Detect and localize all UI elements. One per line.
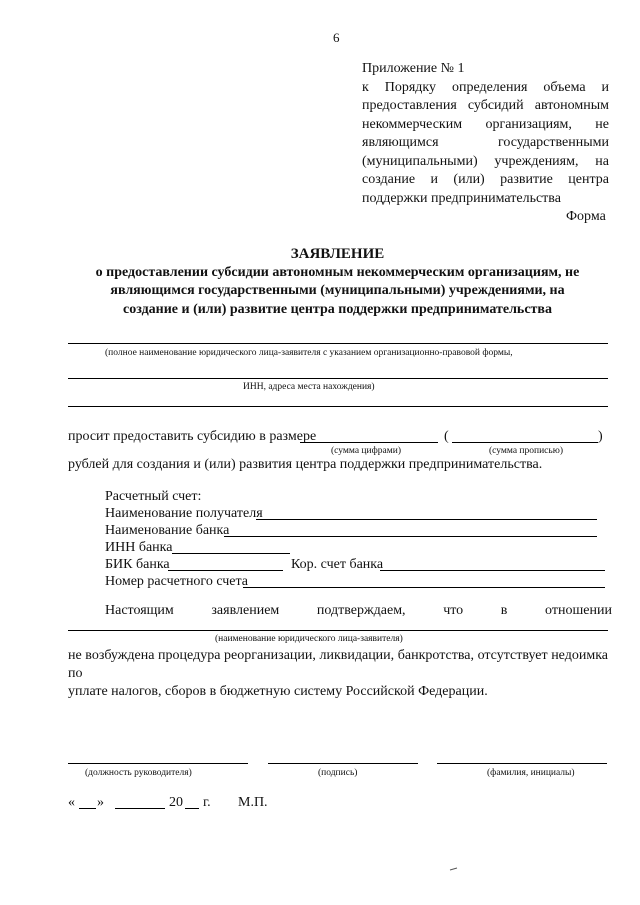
appendix-block bbox=[362, 60, 609, 208]
heading-line: создание и (или) развитие центра поддержки предпринимательства bbox=[123, 301, 552, 317]
confirmation-word: что bbox=[443, 603, 464, 618]
date-year-prefix: 20 bbox=[169, 795, 183, 810]
subsidy-purpose-text: рублей для создания и (или) развития центра поддержки предпринимательства. bbox=[68, 457, 543, 472]
position-field[interactable] bbox=[68, 763, 248, 764]
subsidy-request-text: просит предоставить субсидию в размере bbox=[68, 429, 317, 444]
applicant-confirm-hint: (наименование юридического лица-заявителя) bbox=[215, 634, 403, 644]
confirmation-word: подтверждаем, bbox=[316, 603, 406, 618]
date-close-quote: » bbox=[97, 795, 104, 810]
date-year-field[interactable] bbox=[185, 808, 199, 809]
applicant-confirm-field[interactable] bbox=[68, 630, 608, 631]
open-paren: ( bbox=[444, 429, 449, 444]
account-number-label: Номер расчетного счета bbox=[105, 574, 249, 589]
account-number-field[interactable] bbox=[243, 587, 605, 588]
date-year-suffix: г. bbox=[203, 795, 211, 810]
applicant-inn-line[interactable] bbox=[68, 378, 608, 379]
appendix-line: являющимся государственными bbox=[362, 135, 609, 150]
position-hint: (должность руководителя) bbox=[85, 768, 192, 778]
document-heading bbox=[60, 245, 615, 319]
applicant-hint-1: (полное наименование юридического лица-заявителя с указанием организационно-правовой формы, bbox=[105, 348, 513, 358]
subsidy-amount-digits-field[interactable] bbox=[300, 442, 438, 443]
recipient-field[interactable] bbox=[256, 519, 597, 520]
page-number: 6 bbox=[333, 30, 340, 45]
document-title: ЗАЯВЛЕНИЕ bbox=[290, 246, 385, 262]
subsidy-amount-words-field[interactable] bbox=[452, 442, 598, 443]
close-paren: ) bbox=[598, 429, 603, 444]
applicant-name-line[interactable] bbox=[68, 343, 608, 344]
signature-hint: (подпись) bbox=[318, 768, 358, 778]
confirmation-text bbox=[68, 647, 608, 701]
recipient-label: Наименование получателя bbox=[105, 506, 263, 521]
confirmation-word: заявлением bbox=[211, 603, 280, 618]
corr-account-label: Кор. счет банка bbox=[291, 557, 384, 572]
appendix-line: создание и (или) развитие центра bbox=[362, 172, 609, 187]
bank-inn-field[interactable] bbox=[172, 553, 290, 554]
account-label: Расчетный счет: bbox=[105, 489, 202, 504]
confirmation-text-line: уплате налогов, сборов в бюджетную систему Российской Федерации. bbox=[68, 684, 488, 699]
full-name-hint: (фамилия, инициалы) bbox=[487, 768, 575, 778]
signature-field[interactable] bbox=[268, 763, 418, 764]
confirmation-line bbox=[105, 603, 612, 619]
bik-label: БИК банка bbox=[105, 557, 170, 572]
confirmation-word: отношении bbox=[545, 603, 612, 618]
appendix-line: поддержки предпринимательства bbox=[362, 190, 561, 206]
bank-name-field[interactable] bbox=[224, 536, 597, 537]
appendix-line: к Порядку определения объема и bbox=[362, 79, 609, 95]
sum-words-hint: (сумма прописью) bbox=[489, 446, 563, 456]
corr-account-field[interactable] bbox=[380, 570, 605, 571]
form-label: Форма bbox=[566, 209, 606, 224]
bank-inn-label: ИНН банка bbox=[105, 540, 173, 555]
full-name-field[interactable] bbox=[437, 763, 607, 764]
scan-mark bbox=[449, 866, 459, 872]
appendix-line: (муниципальными) учреждениям, на bbox=[362, 153, 609, 169]
bank-name-label: Наименование банка bbox=[105, 523, 230, 538]
confirmation-text-line: не возбуждена процедура реорганизации, ликвидации, банкротства, отсутствует недоимка по bbox=[68, 648, 608, 681]
date-day-field[interactable] bbox=[79, 808, 96, 809]
heading-line: являющимся государственными (муниципальными) учреждениями, на bbox=[110, 283, 565, 298]
date-open-quote: « bbox=[68, 795, 75, 810]
date-month-field[interactable] bbox=[115, 808, 165, 809]
confirmation-word: в bbox=[500, 603, 508, 618]
appendix-title: Приложение № 1 bbox=[362, 61, 465, 76]
bik-field[interactable] bbox=[168, 570, 283, 571]
applicant-hint-2: ИНН, адреса места нахождения) bbox=[243, 382, 375, 392]
heading-line: о предоставлении субсидии автономным некоммерческим организациям, не bbox=[95, 264, 580, 280]
appendix-line: некоммерческим организациям, не bbox=[362, 116, 609, 132]
applicant-address-line[interactable] bbox=[68, 406, 608, 407]
sum-digits-hint: (сумма цифрами) bbox=[331, 446, 401, 456]
stamp-label: М.П. bbox=[238, 795, 268, 810]
appendix-line: предоставления субсидий автономным bbox=[362, 98, 609, 113]
confirmation-word: Настоящим bbox=[105, 603, 174, 618]
